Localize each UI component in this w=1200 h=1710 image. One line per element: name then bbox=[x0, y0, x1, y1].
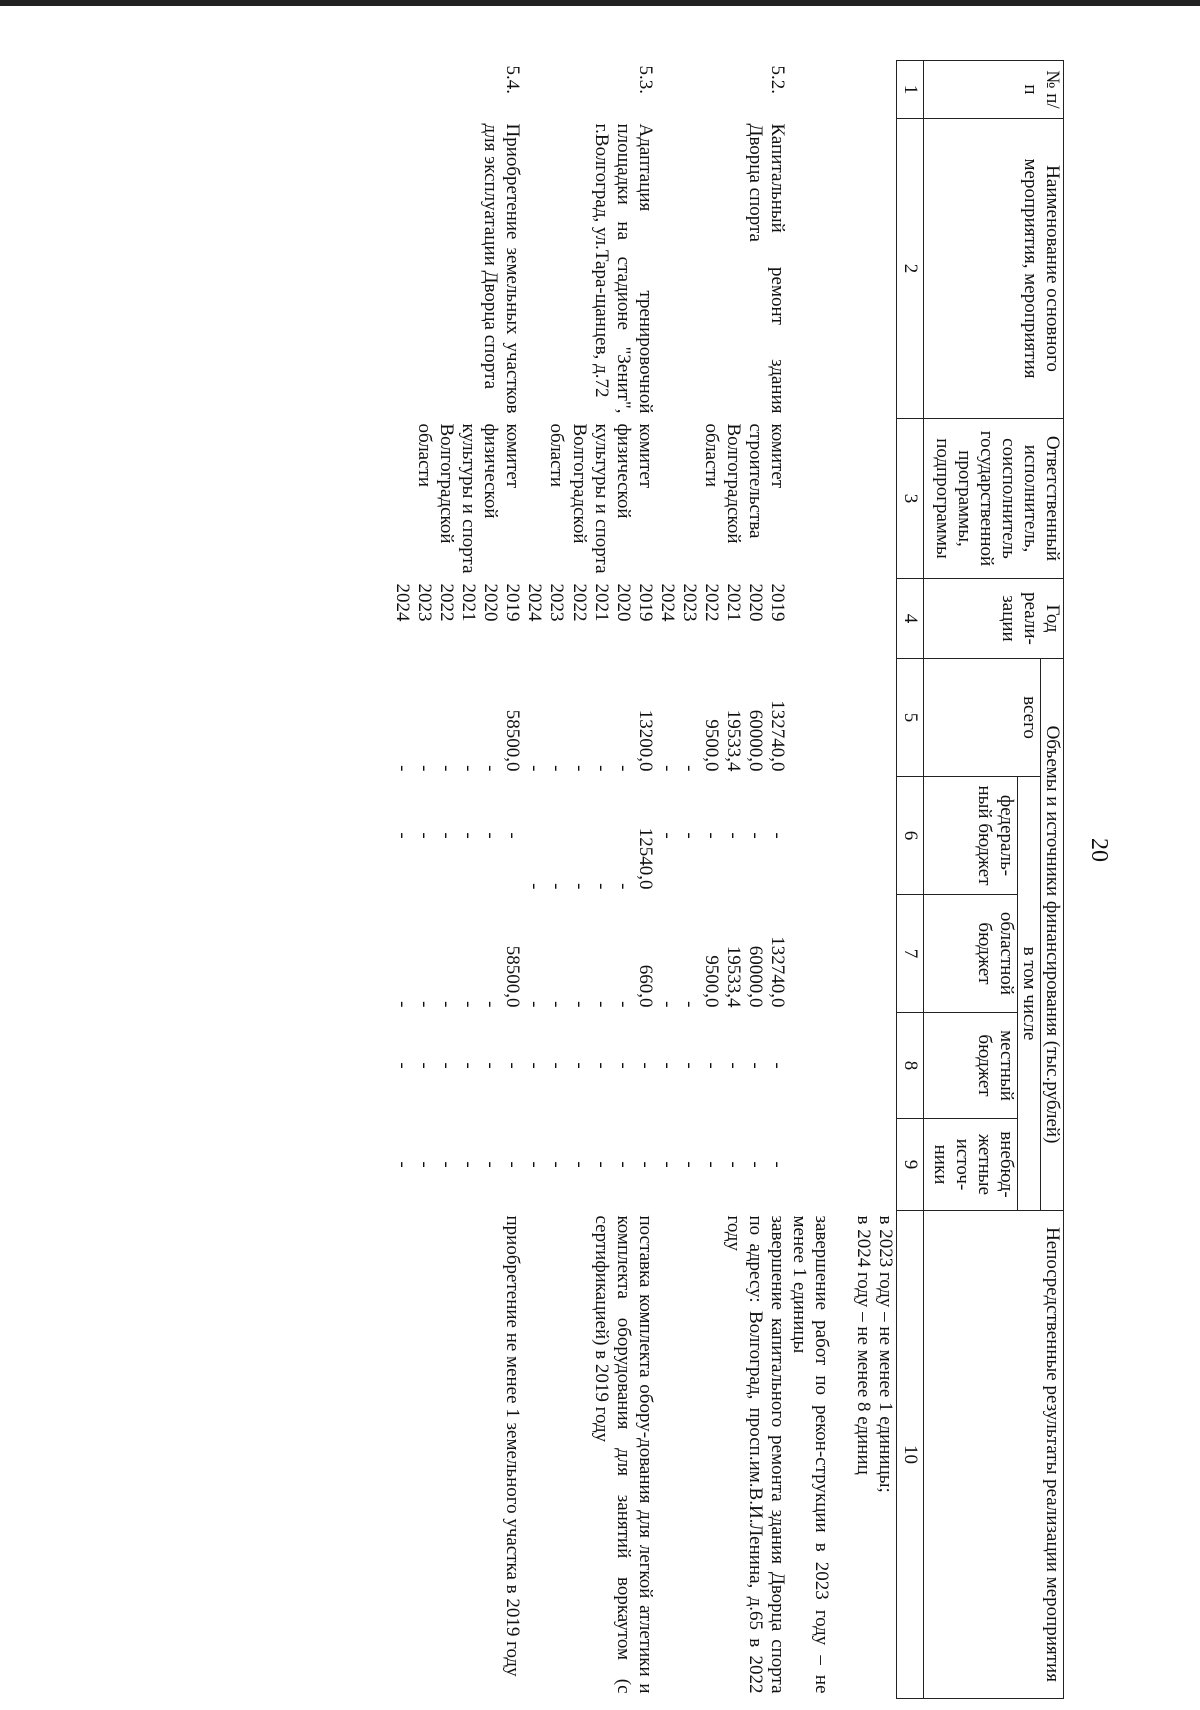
header-regional: областной бюджет bbox=[923, 895, 1017, 1013]
result-text: поставка комплекта обору-дования для легкой атлетики и комплекта оборудования для занятий воркаутом (с сертификацией) в 2019 году bbox=[590, 1215, 656, 1694]
executor: комитет физической культуры и спорта Волгоградской области bbox=[414, 423, 524, 574]
local-values: - - - - - - bbox=[392, 1062, 524, 1069]
column-number: 4 bbox=[896, 579, 923, 659]
result-text: завершение работ по рекон-струкции в 2023 году – не менее 1 единицы bbox=[788, 1215, 832, 1694]
column-number: 10 bbox=[896, 1211, 923, 1699]
column-number: 7 bbox=[896, 895, 923, 1013]
page-number: 20 bbox=[1086, 838, 1112, 862]
table-row bbox=[656, 61, 788, 1699]
header-results: Непосредственные результаты реализации мероприятия bbox=[923, 1211, 1063, 1699]
funding-table bbox=[391, 60, 1064, 1699]
years: 2019 2020 2021 2022 2023 2024 bbox=[524, 583, 656, 622]
column-number: 1 bbox=[896, 61, 923, 119]
column-number: 8 bbox=[896, 1013, 923, 1119]
header-name: Наименование основного мероприятия, мероприятия bbox=[923, 119, 1063, 419]
header-row-1 bbox=[1040, 61, 1063, 1699]
result-text: в 2023 году – не менее 1 единицы; в 2024 году – не менее 8 единиц bbox=[852, 1215, 896, 1493]
row-number: 5.3. bbox=[634, 65, 656, 94]
row-number: 5.4. bbox=[502, 65, 524, 94]
result-text: завершение капитального ремонта здания Дворца спорта по адресу: Волгоград, просп.им.В.И.Ленина, д.65 в 2022 году bbox=[722, 1215, 788, 1694]
header-including: в том числе bbox=[1017, 777, 1040, 1211]
column-number-row bbox=[896, 61, 923, 1699]
header-extra: внебюд-жетные источ-ники bbox=[923, 1119, 1017, 1211]
measure-name: Приобретение земельных участков для эксплуатации Дворца спорта bbox=[480, 123, 524, 414]
executor: комитет физической культуры и спорта Волгоградской области bbox=[546, 423, 656, 574]
local-values: - - - - - - bbox=[524, 1062, 656, 1069]
total-values: 58500,0 - - - - - bbox=[392, 709, 524, 772]
column-number: 6 bbox=[896, 777, 923, 895]
page-edge-line bbox=[0, 0, 1200, 6]
header-local: местный бюджет bbox=[923, 1013, 1017, 1119]
measure-name: Адаптация тренировочной площадки на стадионе "Зенит", г.Волгоград, ул.Тара-щанцев, д.72 bbox=[590, 123, 656, 414]
result-text: приобретение не менее 1 земельного участка в 2019 году bbox=[502, 1215, 524, 1677]
extra-values: - - - - - - bbox=[392, 1161, 524, 1168]
header-total: всего bbox=[923, 659, 1040, 777]
row-number: 5.2. bbox=[766, 65, 788, 94]
measure-name: Капитальный ремонт здания Дворца спорта bbox=[744, 123, 788, 414]
header-executor: Ответственный исполнитель, соисполнитель государственной программы, подпрограммы bbox=[923, 419, 1063, 579]
header-funding: Объемы и источники финансирования (тыс.рублей) bbox=[1040, 659, 1063, 1211]
column-number: 3 bbox=[896, 419, 923, 579]
executor: комитет строительства Волгоградской области bbox=[700, 423, 788, 544]
years: 2019 2020 2021 2022 2023 2024 bbox=[656, 583, 788, 622]
column-number: 2 bbox=[896, 119, 923, 419]
federal-values: - - - - - - bbox=[656, 832, 788, 839]
regional-values: 132740,0 60000,0 19533,4 9500,0 - - bbox=[656, 936, 788, 1008]
federal-values: 12540,0 - - - - - bbox=[524, 827, 656, 890]
regional-values: 58500,0 - - - - - bbox=[392, 945, 524, 1008]
table-row bbox=[523, 61, 655, 1699]
total-values: 132740,0 60000,0 19533,4 9500,0 - - bbox=[656, 700, 788, 772]
regional-values: 660,0 - - - - - bbox=[524, 964, 656, 1008]
extra-values: - - - - - - bbox=[656, 1161, 788, 1168]
continuation-row bbox=[788, 61, 897, 1699]
continuation-results bbox=[788, 1211, 897, 1699]
total-values: 13200,0 - - - - - bbox=[524, 709, 656, 772]
years: 2019 2020 2021 2022 2023 2024 bbox=[392, 583, 524, 622]
column-number: 9 bbox=[896, 1119, 923, 1211]
header-federal: федераль-ный бюджет bbox=[923, 777, 1017, 895]
column-number: 5 bbox=[896, 659, 923, 777]
local-values: - - - - - - bbox=[656, 1062, 788, 1069]
header-year: Год реали-зации bbox=[923, 579, 1063, 659]
extra-values: - - - - - - bbox=[524, 1161, 656, 1168]
federal-values: - - - - - - bbox=[392, 832, 524, 839]
table-row bbox=[391, 61, 523, 1699]
header-no: № п/п bbox=[923, 61, 1063, 119]
